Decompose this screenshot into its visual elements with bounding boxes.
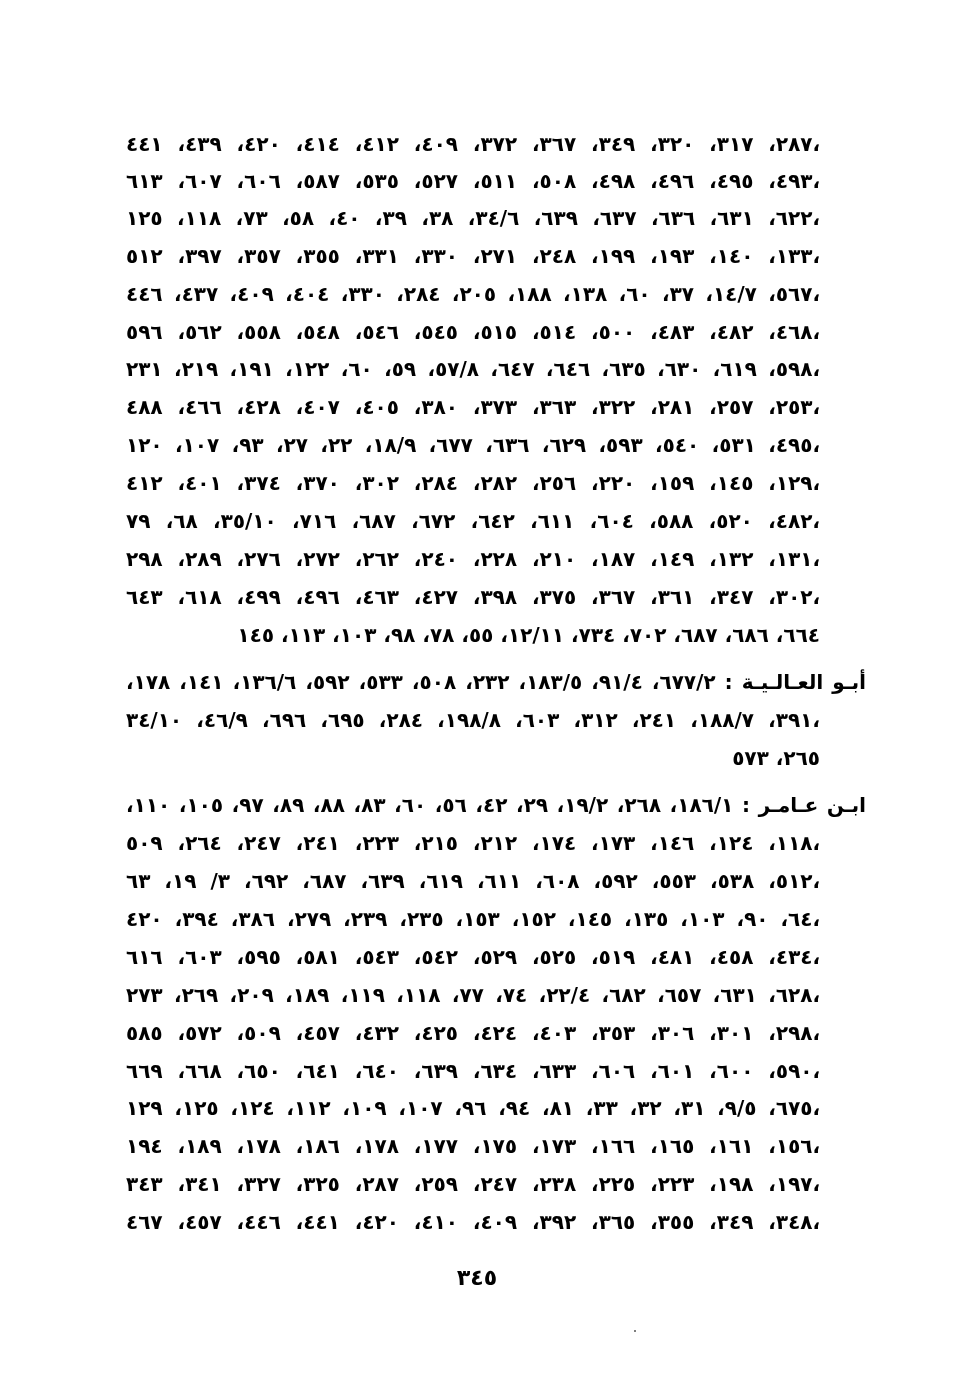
index-line: ٣٠٢، ٣٤٧، ٣٦١، ٣٦٧، ٣٧٥، ٣٩٨، ٤٢٧، ٤٦٣، ٤٩٦، ٤٩٩، ٦١٨، ٦٤٣، (126, 585, 820, 609)
index-line: ٥٩٨، ٦١٩، ٦٣٠، ٦٣٥، ٦٤٦، ٦٤٧، ٥٧/٨، ٥٩، ٦٠، ١٢٢، ١٩١، ٢١٩، ٢٣١، (126, 357, 820, 381)
entry-ibn-amir-line: ١٥٦، ١٦١، ١٦٥، ١٦٦، ١٧٣، ١٧٥، ١٧٧، ١٧٨، ١٨٦، ١٧٨، ١٨٩، ١٩٤، (126, 1134, 820, 1158)
index-line: ٤٨٢، ٥٢٠، ٥٨٨، ٦٠٤، ٦١١، ٦٤٢، ٦٧٢، ٦٨٧، ٧١٦، ٣٥/١٠، ٦٨، ٧٩، (126, 509, 820, 533)
index-line: ٤٦٨، ٤٨٢، ٤٨٣، ٥٠٠، ٥١٤، ٥١٥، ٥٤٥، ٥٤٦، ٥٤٨، ٥٥٨، ٥٦٢، ٥٩٦، (126, 320, 820, 344)
entry-ibn-amir-line: ١١٨، ١٢٤، ١٤٦، ١٧٣، ١٧٤، ٢١٢، ٢١٥، ٢٢٣، ٢٤١، ٢٤٧، ٢٦٤، ٥٠٩، (126, 831, 820, 855)
entry-ibn-amir-line: ٢٩٨، ٣٠١، ٣٠٦، ٣٥٣، ٤٠٣، ٤٢٤، ٤٢٥، ٤٣٢، ٤٥٧، ٥٠٩، ٥٧٢، ٥٨٥، (126, 1021, 820, 1045)
index-line: ١٣٣، ١٤٠، ١٩٣، ١٩٩، ٢٤٨، ٢٧١، ٣٣٠، ٣٣١، ٣٥٥، ٣٥٧، ٣٩٧، ٥١٢، (126, 244, 820, 268)
index-line: ٥٦٧، ١٤/٧، ٣٧، ٦٠، ١٣٨، ١٨٨، ٢٠٥، ٢٨٤، ٣٣٠، ٤٠٤، ٤٠٩، ٤٣٧، ٤٤٦، (126, 282, 820, 306)
entry-ibn-amir-line: ٥١٢، ٥٣٨، ٥٥٣، ٥٩٢، ٦٠٨، ٦١١، ٦١٩، ٦٣٩، ٦٨٧، ٦٩٢، ٣/ ١٩، ٦٣، (126, 869, 820, 893)
index-line: ١٢٩، ١٤٥، ١٥٩، ٢٢٠، ٢٥٦، ٢٨٢، ٢٨٤، ٣٠٢، ٣٧٠، ٣٧٤، ٤٠١، ٤١٢، (126, 471, 820, 495)
entry-abu-aliya-last-line: ٢٦٥، ٥٧٣ (732, 746, 820, 770)
index-line: ٦٢٢، ٦٣١، ٦٣٦، ٦٣٧، ٦٣٩، ٣٤/٦، ٣٨، ٣٩، ٤٠، ٥٨، ٧٣، ١١٨، ١٢٥، (126, 206, 820, 230)
entry-ibn-amir-heading-line: ابـن عـامـر : ١٨٦/١، ٢٦٨، ١٩/٢، ٢٩، ٤٢، ٥٦، ٦٠، ٨٣، ٨٨، ٨٩، ٩٧، ١٠٥، ١١٠، (126, 793, 866, 817)
entry-ibn-amir-line: ٦٤، ٩٠، ١٠٣، ١٣٥، ١٤٥، ١٥٢، ١٥٣، ٢٣٥، ٢٣٩، ٢٧٩، ٣٨٦، ٣٩٤، ٤٢٠، (126, 907, 820, 931)
page-number: ٣٤٥ (456, 1266, 498, 1291)
entry-abu-aliya-line: ٣٩١، ١٨٨/٧، ٢٤١، ٣١٢، ٦٠٣، ١٩٨/٨، ٢٨٤، ٦٩٥، ٦٩٦، ٤٦/٩، ٣٤/١٠، (126, 708, 820, 732)
entry-ibn-amir-line: ١٩٧، ١٩٨، ٢٢٣، ٢٢٥، ٢٣٨، ٢٤٧، ٢٥٩، ٢٨٧، ٣٢٥، ٣٢٧، ٣٤١، ٣٤٣، (126, 1172, 820, 1196)
entry-ibn-amir-line: ٤٣٤، ٤٥٨، ٤٨١، ٥١٩، ٥٢٥، ٥٢٩، ٥٤٢، ٥٤٣، ٥٨١، ٥٩٥، ٦٠٣، ٦١٦، (126, 945, 820, 969)
entry-abu-aliya-heading-line: أبـو العـالـيـة : ٦٧٧/٢، ٩١/٤، ١٨٣/٥، ٢٣٢، ٥٠٨، ٥٣٣، ٥٩٢، ١٣٦/٦، ١٤١، ١٧٨، (126, 670, 866, 694)
entry-ibn-amir-line: ٦٢٨، ٦٣١، ٦٥٧، ٦٨٢، ٢٢/٤، ٧٤، ٧٧، ١١٨، ١١٩، ١٨٩، ٢٠٩، ٢٦٩، ٢٧٣، (126, 983, 820, 1007)
index-line: ٤٩٣، ٤٩٥، ٤٩٦، ٤٩٨، ٥٠٨، ٥١١، ٥٢٧، ٥٣٥، ٥٨٧، ٦٠٦، ٦٠٧، ٦١٣، (126, 169, 820, 193)
index-line: ٤٩٥، ٥٣١، ٥٤٠، ٥٩٣، ٦٢٩، ٦٣٦، ٦٧٧، ١٨/٩، ٢٢، ٢٧، ٩٣، ١٠٧، ١٢٠، (126, 433, 820, 457)
index-line-last: ٦٦٤، ٦٨٦، ٦٨٧، ٧٠٢، ٧٣٤، ١٢/١١، ٥٥، ٧٨، ٩٨، ١٠٣، ١١٣، ١٤٥ (237, 623, 820, 647)
entry-ibn-amir-line: ٥٩٠، ٦٠٠، ٦٠١، ٦٠٦، ٦٣٣، ٦٣٤، ٦٣٩، ٦٤٠، ٦٤١، ٦٥٠، ٦٦٨، ٦٦٩، (126, 1059, 820, 1083)
entry-ibn-amir-line: ٣٤٨، ٣٤٩، ٣٥٥، ٣٦٥، ٣٩٢، ٤٠٩، ٤١٠، ٤٢٠، ٤٤١، ٤٤٦، ٤٥٧، ٤٦٧، (126, 1210, 820, 1234)
index-line: ١٣١، ١٣٢، ١٤٩، ١٨٧، ٢١٠، ٢٢٨، ٢٤٠، ٢٦٢، ٢٧٢، ٢٧٦، ٢٨٩، ٢٩٨، (126, 547, 820, 571)
scan-speck (634, 1330, 636, 1332)
index-line: ٢٥٣، ٢٥٧، ٢٨١، ٣٢٢، ٣٦٣، ٣٧٣، ٣٨٠، ٤٠٥، ٤٠٧، ٤٢٨، ٤٦٦، ٤٨٨، (126, 395, 820, 419)
entry-ibn-amir-line: ٦٧٥، ٩/٥، ٣١، ٣٢، ٣٣، ٨١، ٩٤، ٩٦، ١٠٧، ١٠٩، ١١٢، ١٢٤، ١٢٥، ١٢٩، (126, 1096, 820, 1120)
index-line: ٢٨٧، ٣١٧، ٣٢٠، ٣٤٩، ٣٦٧، ٣٧٢، ٤٠٩، ٤١٢، ٤١٤، ٤٢٠، ٤٣٩، ٤٤١، (126, 132, 820, 156)
